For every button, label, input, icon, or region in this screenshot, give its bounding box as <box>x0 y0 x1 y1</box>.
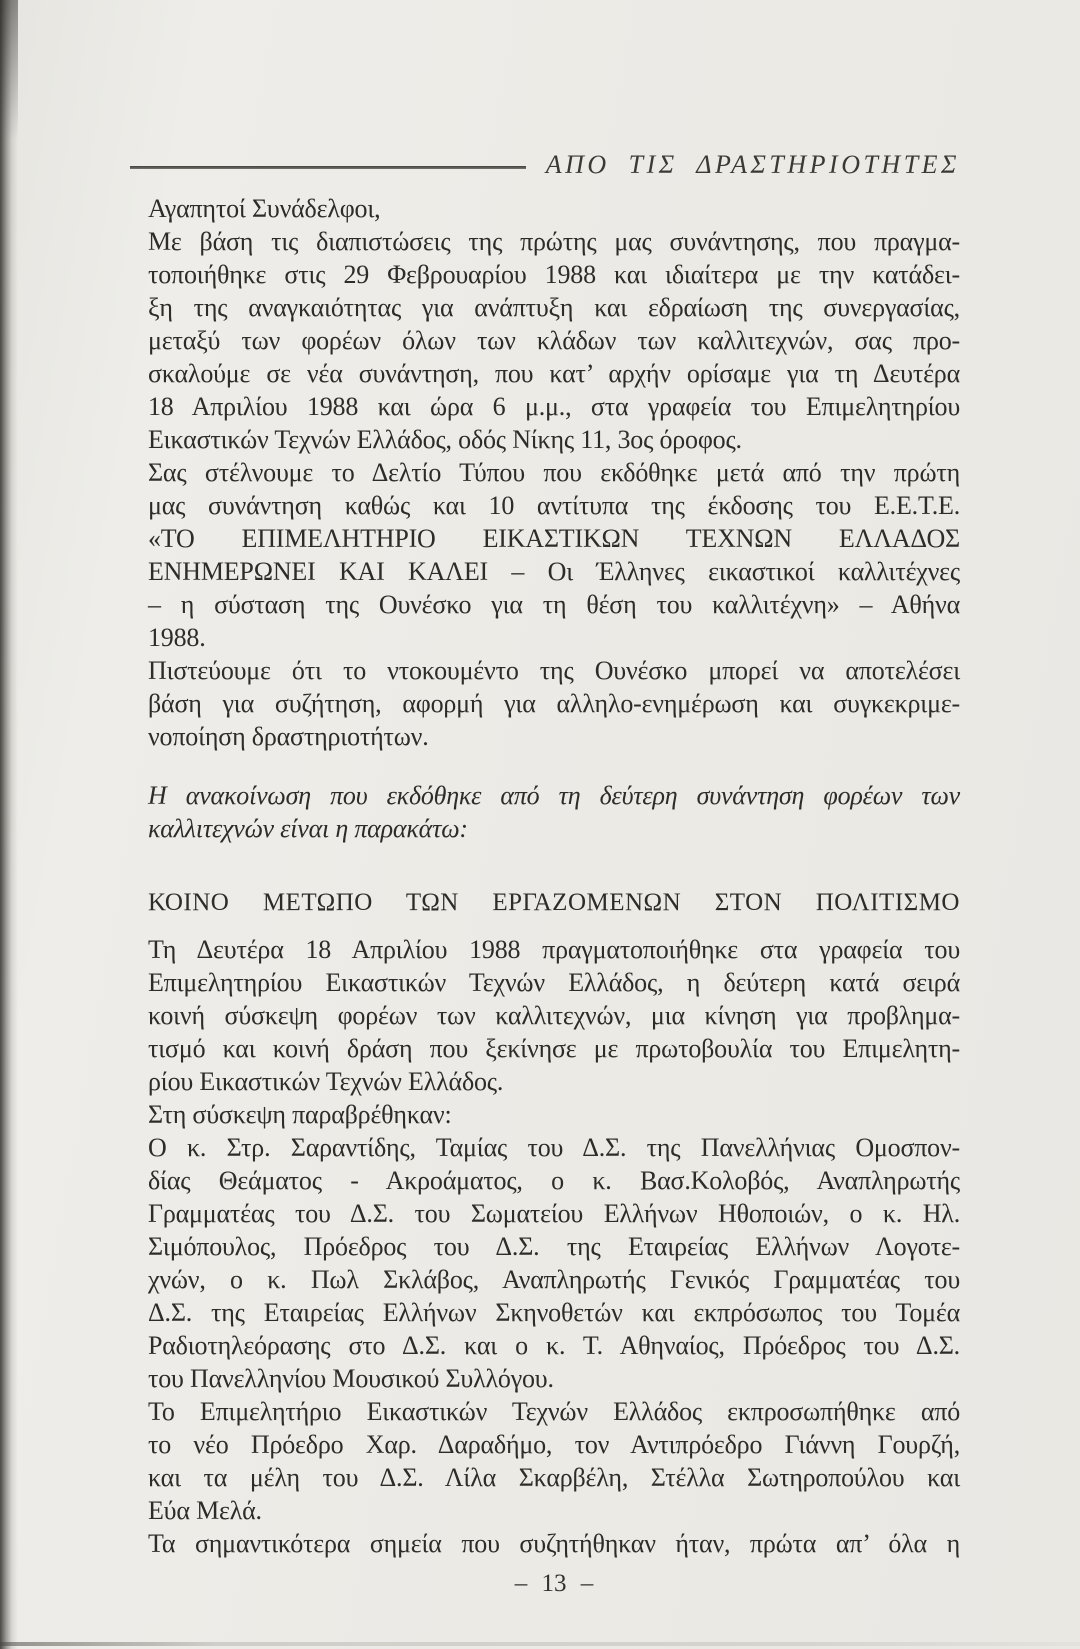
text-line: «ΤΟ ΕΠΙΜΕΛΗΤΗΡΙΟ ΕΙΚΑΣΤΙΚΩΝ ΤΕΧΝΩΝ ΕΛΛΑΔΟΣ <box>148 524 960 553</box>
announcement-intro <box>148 779 960 845</box>
text-line: Το Επιμελητήριο Εικαστικών Τεχνών Ελλάδος εκπροσωπήθηκε από <box>148 1397 960 1426</box>
text-line: Γραμματέας του Δ.Σ. του Σωματείου Ελλήνων Ηθοποιών, ο κ. Ηλ. <box>148 1199 960 1228</box>
text-line: σκαλούμε σε νέα συνάντηση, που κατ’ αρχήν ορίσαμε για τη Δευτέρα <box>148 359 960 388</box>
scan-edge-shadow <box>0 0 18 1649</box>
text-line: 1988. <box>148 623 206 652</box>
text-line: Αγαπητοί Συνάδελφοι, <box>148 194 381 223</box>
text-line: βάση για συζήτηση, αφορμή για αλληλο-ενημέρωση και συγκεκριμε- <box>148 689 960 718</box>
header-rule <box>130 166 526 169</box>
text-line: μας συνάντηση καθώς και 10 αντίτυπα της έκδοσης του Ε.Ε.Τ.Ε. <box>148 491 960 520</box>
letter-paragraph <box>148 192 960 753</box>
section-heading <box>148 885 960 921</box>
text-line: Δ.Σ. της Εταιρείας Ελλήνων Σκηνοθετών και εκπρόσωπος του Τομέα <box>148 1298 960 1327</box>
running-header-title: ΑΠΟ ΤΙΣ ΔΡΑΣΤΗΡΙΟΤΗΤΕΣ <box>545 150 960 179</box>
text-line: ΕΝΗΜΕΡΩΝΕΙ ΚΑΙ ΚΑΛΕΙ – Οι Έλληνες εικαστικοί καλλιτέχνες <box>148 557 960 586</box>
text-line: και τα μέλη του Δ.Σ. Λίλα Σκαρβέλη, Στέλλα Σωτηροπούλου και <box>148 1463 960 1492</box>
text-line: τισμό και κοινή δράση που ξεκίνησε με πρωτοβουλία του Επιμελητη- <box>148 1034 960 1063</box>
text-line: Ο κ. Στρ. Σαραντίδης, Ταμίας του Δ.Σ. της Πανελλήνιας Ομοσπον- <box>148 1133 960 1162</box>
text-line: Στη σύσκεψη παραβρέθηκαν: <box>148 1100 452 1129</box>
text-line: του Πανελληνίου Μουσικού Συλλόγου. <box>148 1364 554 1393</box>
text-line: ΚΟΙΝΟ ΜΕΤΩΠΟ ΤΩΝ ΕΡΓΑΖΟΜΕΝΩΝ ΣΤΟΝ ΠΟΛΙΤΙΣΜΟ <box>148 889 960 916</box>
text-line: ρίου Εικαστικών Τεχνών Ελλάδος. <box>148 1067 504 1096</box>
meeting-report <box>148 933 960 1560</box>
text-line: Επιμελητηρίου Εικαστικών Τεχνών Ελλάδος, η δεύτερη κατά σειρά <box>148 968 960 997</box>
text-line: ξη της αναγκαιότητας για ανάπτυξη και εδραίωση της συνεργασίας, <box>148 293 960 322</box>
text-line: μεταξύ των φορέων όλων των κλάδων των καλλιτεχνών, σας προ- <box>148 326 960 355</box>
text-line: – η σύσταση της Ουνέσκο για τη θέση του καλλιτέχνη» – Αθήνα <box>148 590 960 619</box>
text-line: Με βάση τις διαπιστώσεις της πρώτης μας συνάντησης, που πραγμα- <box>148 227 960 256</box>
text-line: Εικαστικών Τεχνών Ελλάδος, οδός Νίκης 11, 3ος όροφος. <box>148 425 742 454</box>
text-line: Σιμόπουλος, Πρόεδρος του Δ.Σ. της Εταιρείας Ελλήνων Λογοτε- <box>148 1232 960 1261</box>
text-line: καλλιτεχνών είναι η παρακάτω: <box>148 814 468 843</box>
text-line: Σας στέλνουμε το Δελτίο Τύπου που εκδόθηκε μετά από την πρώτη <box>148 458 960 487</box>
page-body <box>148 192 960 1560</box>
text-line: Πιστεύουμε ότι το ντοκουμέντο της Ουνέσκο μπορεί να αποτελέσει <box>148 656 960 685</box>
text-line: χνών, ο κ. Πωλ Σκλάβος, Αναπληρωτής Γενικός Γραμματέας του <box>148 1265 960 1294</box>
text-line: κοινή σύσκεψη φορέων των καλλιτεχνών, μια κίνηση για προβλημα- <box>148 1001 960 1030</box>
scan-bottom-shadow <box>0 1642 1080 1646</box>
text-line: νοποίηση δραστηριοτήτων. <box>148 722 429 751</box>
text-line: τοποιήθηκε στις 29 Φεβρουαρίου 1988 και ιδιαίτερα με την κατάδει- <box>148 260 960 289</box>
text-line: Η ανακοίνωση που εκδόθηκε από τη δεύτερη συνάντηση φορέων των <box>148 781 960 810</box>
text-line: Τη Δευτέρα 18 Απριλίου 1988 πραγματοποιήθηκε στα γραφεία του <box>148 935 960 964</box>
text-line: το νέο Πρόεδρο Χαρ. Δαραδήμο, τον Αντιπρόεδρο Γιάννη Γουρζή, <box>148 1430 960 1459</box>
text-line: 18 Απριλίου 1988 και ώρα 6 μ.μ., στα γραφεία του Επιμελητηρίου <box>148 392 960 421</box>
text-line: Τα σημαντικότερα σημεία που συζητήθηκαν ήταν, πρώτα απ’ όλα η <box>148 1529 960 1558</box>
text-line: Ραδιοτηλεόρασης στο Δ.Σ. και ο κ. Τ. Αθηναίος, Πρόεδρος του Δ.Σ. <box>148 1331 960 1360</box>
running-header <box>130 150 960 180</box>
page-number: – 13 – <box>514 1570 594 1597</box>
text-line: δίας Θεάματος - Ακροάματος, ο κ. Βασ.Κολοβός, Αναπληρωτής <box>148 1166 960 1195</box>
text-line: Εύα Μελά. <box>148 1496 262 1525</box>
